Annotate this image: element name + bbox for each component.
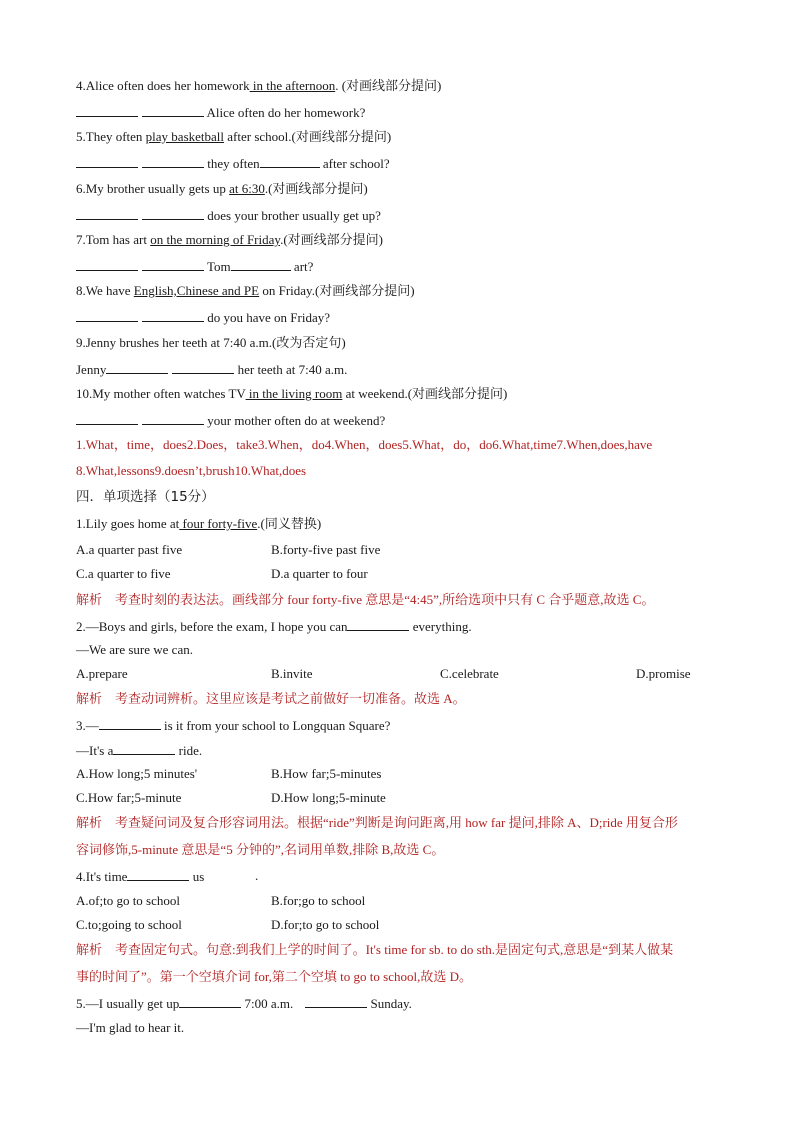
question-10 (76, 386, 507, 402)
mc5-text-end: Sunday. (367, 996, 412, 1011)
question-6 (76, 181, 368, 197)
mc2-text: 2.—Boys and girls, before the exam, I hope you can (76, 619, 348, 634)
q4-underlined: in the afternoon (249, 78, 336, 93)
mc3-text-end: is it from your school to Longquan Square? (160, 718, 391, 733)
answer-blank[interactable] (106, 361, 168, 374)
mc4-explanation-line-1: 解析 考查固定句式。句意:到我们上学的时间了。It's time for sb. to do sth.是固定句式,意思是“到某人做某 (76, 942, 674, 957)
answer-blank[interactable] (142, 258, 204, 271)
mc-question-2 (76, 618, 472, 635)
mc2-option-c[interactable]: C.celebrate (440, 666, 499, 681)
mc1-explanation: 解析 考查时刻的表达法。画线部分 four forty-five 意思是“4:45”,所给选项中只有 C 合乎题意,故选 C。 (76, 592, 655, 607)
answer-blank[interactable] (142, 155, 204, 168)
mc3-text: 3.— (76, 718, 99, 733)
mc1-text: 1.Lily goes home at (76, 516, 180, 531)
q7-answer-tail: art? (290, 259, 314, 274)
q5-answer-mid: they often (204, 156, 260, 171)
question-10-answer-line (76, 412, 385, 429)
question-4 (76, 78, 441, 94)
answer-blank[interactable] (231, 258, 291, 271)
mc4-option-c[interactable]: C.to;going to school (76, 917, 182, 932)
mc4-trailing-dot: . (255, 868, 259, 883)
q5-instruction: after school.(对画线部分提问) (224, 129, 392, 144)
mc1-option-b[interactable]: B.forty-five past five (271, 542, 381, 557)
q7-underlined: on the morning of Friday (150, 232, 281, 247)
answer-blank[interactable] (127, 868, 189, 881)
section-header: 四．单项选择（15分） (76, 489, 215, 505)
q8-instruction: on Friday.(对画线部分提问) (259, 283, 415, 298)
answer-blank[interactable] (76, 309, 138, 322)
mc1-option-a[interactable]: A.a quarter past five (76, 542, 183, 557)
q5-text: 5.They often (76, 129, 146, 144)
question-5-answer-line (76, 155, 390, 172)
question-8 (76, 283, 415, 299)
question-7-answer-line (76, 258, 313, 275)
mc4-option-d[interactable]: D.for;to go to school (271, 917, 380, 932)
q4-answer-tail: Alice often do her homework? (204, 105, 366, 120)
mc4-explanation-line-2: 事的时间了”。第一个空填介词 for,第二个空填 to go to school,故选 D。 (76, 969, 472, 984)
q10-answer-tail: your mother often do at weekend? (204, 413, 386, 428)
mc3-reply-end: ride. (175, 743, 203, 758)
answer-key-line-1: 1.What，time，does2.Does，take3.When，do4.When，does5.What，do，do6.What,time7.When,does,have (76, 437, 653, 452)
mc2-text-end: everything. (409, 619, 472, 634)
mc4-option-b[interactable]: B.for;go to school (271, 893, 366, 908)
mc1-option-d[interactable]: D.a quarter to four (271, 566, 368, 581)
mc1-option-c[interactable]: C.a quarter to five (76, 566, 171, 581)
answer-blank[interactable] (142, 412, 204, 425)
q4-instruction: . (对画线部分提问) (335, 78, 442, 93)
answer-blank[interactable] (142, 207, 204, 220)
answer-blank[interactable] (179, 995, 241, 1008)
q7-text: 7.Tom has art (76, 232, 151, 247)
answer-key-line-2: 8.What,lessons9.doesn’t,brush10.What,does (76, 463, 307, 478)
answer-blank[interactable] (76, 207, 138, 220)
q6-answer-tail: does your brother usually get up? (204, 208, 381, 223)
q6-text: 6.My brother usually gets up (76, 181, 230, 196)
answer-blank[interactable] (76, 412, 138, 425)
question-8-answer-line (76, 309, 330, 326)
q8-answer-tail: do you have on Friday? (204, 310, 331, 325)
mc3-reply-text: —It's a (76, 743, 114, 758)
answer-blank[interactable] (305, 995, 367, 1008)
q9-answer-head: Jenny (76, 362, 107, 377)
mc3-option-b[interactable]: B.How far;5-minutes (271, 766, 382, 781)
mc-question-1 (76, 516, 321, 532)
q9-answer-tail: her teeth at 7:40 a.m. (234, 362, 348, 377)
answer-blank[interactable] (172, 361, 234, 374)
mc5-text-mid: 7:00 a.m. (241, 996, 294, 1011)
mc2-reply: —We are sure we can. (76, 642, 193, 657)
q9-text: 9.Jenny brushes her teeth at 7:40 a.m.(改为否定句) (76, 335, 346, 350)
question-9 (76, 335, 346, 351)
question-4-answer-line (76, 104, 365, 121)
q6-instruction: .(对画线部分提问) (264, 181, 368, 196)
mc4-option-a[interactable]: A.of;to go to school (76, 893, 180, 908)
mc-question-5 (76, 995, 412, 1012)
mc3-option-c[interactable]: C.How far;5-minute (76, 790, 182, 805)
mc-question-4 (76, 868, 204, 885)
answer-blank[interactable] (260, 155, 320, 168)
mc5-reply: —I'm glad to hear it. (76, 1020, 185, 1035)
answer-blank[interactable] (99, 717, 161, 730)
q6-underlined: at 6:30 (229, 181, 265, 196)
mc2-option-d[interactable]: D.promise (636, 666, 691, 681)
mc2-explanation: 解析 考查动词辨析。这里应该是考试之前做好一切准备。故选 A。 (76, 691, 466, 706)
q5-answer-tail: after school? (319, 156, 390, 171)
answer-blank[interactable] (347, 618, 409, 631)
q7-instruction: .(对画线部分提问) (280, 232, 383, 247)
question-7 (76, 232, 383, 248)
mc2-option-a[interactable]: A.prepare (76, 666, 128, 681)
mc2-option-b[interactable]: B.invite (271, 666, 313, 681)
answer-blank[interactable] (113, 742, 175, 755)
q8-underlined: English,Chinese and PE (133, 283, 260, 298)
q8-text: 8.We have (76, 283, 134, 298)
q5-underlined: play basketball (145, 129, 225, 144)
mc3-explanation-line-1: 解析 考查疑问词及复合形容词用法。根据“ride”判断是询问距离,用 how far 提问,排除 A、D;ride 用复合形 (76, 815, 678, 830)
mc4-text-mid: us (189, 869, 205, 884)
q4-text: 4.Alice often does her homework (76, 78, 250, 93)
answer-blank[interactable] (76, 258, 138, 271)
mc3-explanation-line-2: 容词修饰,5-minute 意思是“5 分钟的”,名词用单数,排除 B,故选 C。 (76, 842, 445, 857)
q10-instruction: at weekend.(对画线部分提问) (342, 386, 508, 401)
mc3-option-d[interactable]: D.How long;5-minute (271, 790, 386, 805)
q10-underlined: in the living room (245, 386, 343, 401)
mc5-text: 5.—I usually get up (76, 996, 180, 1011)
answer-blank[interactable] (142, 104, 204, 117)
answer-blank[interactable] (76, 155, 138, 168)
q10-text: 10.My mother often watches TV (76, 386, 246, 401)
q7-answer-mid: Tom (204, 259, 231, 274)
mc-question-3 (76, 717, 390, 734)
answer-blank[interactable] (76, 104, 138, 117)
question-9-answer-line (76, 361, 347, 378)
answer-blank[interactable] (142, 309, 204, 322)
mc3-option-a[interactable]: A.How long;5 minutes' (76, 766, 198, 781)
mc4-text: 4.It's time (76, 869, 128, 884)
mc1-underlined: four forty-five (179, 516, 258, 531)
mc1-instruction: .(同义替换) (257, 516, 322, 531)
question-5 (76, 129, 391, 145)
mc3-reply (76, 742, 202, 759)
question-6-answer-line (76, 207, 381, 224)
